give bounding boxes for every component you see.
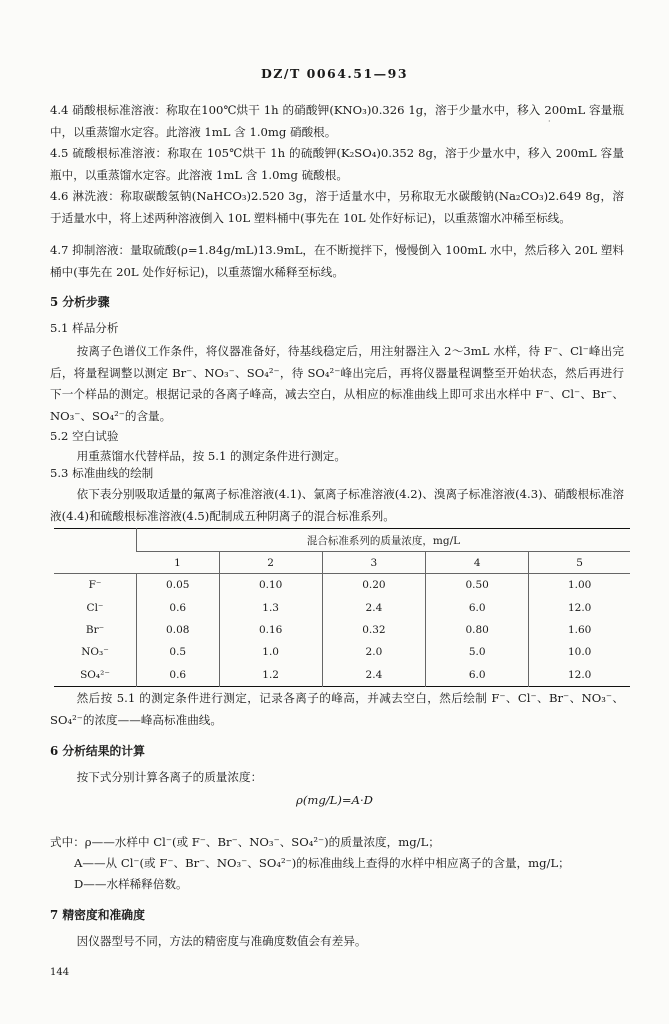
section-5-3-text: 依下表分别吸取适量的氟离子标准溶液(4.1)、氯离子标准溶液(4.2)、溴离子标准溶液(4.3)、硝酸根标准溶液(4.4)和硫酸根标准溶液(4.5)配制成五种阴离子的混合标准系列。 [50,487,624,523]
table-row [54,574,630,597]
table-cell: 12.0 [529,596,630,618]
legend-a: A——从 Cl⁻(或 F⁻、Br⁻、NO₃⁻、SO₄²⁻)的标准曲线上查得的水样中相应离子的含量，mg/L； [74,856,570,870]
table-cell: 0.6 [137,664,220,687]
page-number: 144 [50,967,70,978]
table-cell: 1.3 [219,596,322,618]
section-7-text: 因仪器型号不同，方法的精密度与准确度数值会有差异。 [76,934,367,948]
table-cell: 0.20 [322,574,425,597]
formula: ρ(mg/L)=A·D [296,793,373,807]
table-row [54,664,630,687]
table-cell: 10.0 [529,641,630,663]
legend-d: D——水样稀释倍数。 [74,877,188,891]
table-cell: 0.6 [137,596,220,618]
table-caption: 混合标准系列的质量浓度，mg/L [137,529,631,552]
table-cell: 12.0 [529,664,630,687]
table-cell: 2.4 [322,664,425,687]
column-header: 3 [322,552,425,574]
table-cell: 6.0 [426,596,529,618]
table-cell: 0.80 [426,619,529,641]
section-5-1-text: 按离子色谱仪工作条件，将仪器准备好，待基线稳定后，用注射器注入 2～3mL 水样，待 F⁻、Cl⁻峰出完后，将量程调整以测定 Br⁻、NO₃⁻、SO₄²⁻，待 SO₄²⁻峰出完后，再将仪器量程调整至开始状态，然后再进行下一个样品的测定。根据记录的各离子峰高，减去空白，从相应的标准曲线上即可求出水样中 F⁻、Cl⁻、Br⁻、NO₃⁻、SO₄²⁻的含量。 [50,344,624,423]
scan-speck: · [548,117,551,126]
table-cell: 0.16 [219,619,322,641]
after-table-text: 然后按 5.1 的测定条件进行测定，记录各离子的峰高，并减去空白，然后绘制 F⁻、Cl⁻、Br⁻、NO₃⁻、SO₄²⁻的浓度——峰高标准曲线。 [50,691,624,727]
table-cell: 6.0 [426,664,529,687]
section-5-1-title: 5.1 样品分析 [50,321,119,335]
ion-label: F⁻ [88,579,102,592]
table-row [54,619,630,641]
para-4-6: 4.6 淋洗液：称取碳酸氢钠(NaHCO₃)2.520 3g，溶于适量水中，另称取无水碳酸钠(Na₂CO₃)2.649 8g，溶于适量水中，将上述两种溶液倒入 10L 塑料桶中(事先在 10L 处作好标记)，以重蒸馏水冲稀至标线。 [50,189,624,225]
para-4-4: 4.4 硝酸根标准溶液：称取在100℃烘干 1h 的硝酸钾(KNO₃)0.326 1g，溶于少量水中，移入 200mL 容量瓶中，以重蒸馏水定容。此溶液 1mL 含 1.0mg 硝酸根。 [50,103,624,139]
section-5-title: 5 分析步骤 [50,295,110,309]
column-header: 1 [137,552,220,574]
section-7-title: 7 精密度和准确度 [50,908,145,922]
ion-label: NO₃⁻ [81,646,109,659]
table-cell: 0.10 [219,574,322,597]
mixed-standard-table [54,528,630,687]
table-cell: 1.60 [529,619,630,641]
table-cell: 1.0 [219,641,322,663]
ion-label: Cl⁻ [86,601,104,614]
section-5-3-title: 5.3 标准曲线的绘制 [50,466,154,480]
table-cell: 0.08 [137,619,220,641]
table-cell: 0.50 [426,574,529,597]
section-6-text: 按下式分别计算各离子的质量浓度： [76,770,263,784]
column-header: 5 [529,552,630,574]
legend-rho: 式中：ρ——水样中 Cl⁻(或 F⁻、Br⁻、NO₃⁻、SO₄²⁻)的质量浓度，mg/L； [50,835,440,849]
table-cell: 2.4 [322,596,425,618]
table-corner-cell [54,529,137,574]
table-cell: 0.05 [137,574,220,597]
table-cell: 0.5 [137,641,220,663]
section-6-title: 6 分析结果的计算 [50,744,145,758]
table-row [54,596,630,618]
column-header: 2 [219,552,322,574]
section-5-2-text: 用重蒸馏水代替样品，按 5.1 的测定条件进行测定。 [76,449,346,463]
table-cell: 1.2 [219,664,322,687]
table-row [54,641,630,663]
ion-label: SO₄²⁻ [80,668,110,681]
table-cell: 1.00 [529,574,630,597]
para-4-7: 4.7 抑制溶液：量取硫酸(ρ=1.84g/mL)13.9mL，在不断搅拌下，慢慢倒入 100mL 水中，然后移入 20L 塑料桶中(事先在 20L 处作好标记)，以重蒸馏水稀释至标线。 [50,243,624,279]
standard-header: DZ/T 0064.51—93 [260,66,409,81]
ion-label: Br⁻ [85,623,105,636]
para-4-5: 4.5 硫酸根标准溶液：称取在 105℃烘干 1h 的硫酸钾(K₂SO₄)0.352 8g，溶于少量水中，移入 200mL 容量瓶中，以重蒸馏水定容。此溶液 1mL 含 1.0mg 硫酸根。 [50,146,624,182]
section-5-2-title: 5.2 空白试验 [50,429,119,443]
table-cell: 5.0 [426,641,529,663]
column-header: 4 [426,552,529,574]
table-cell: 2.0 [322,641,425,663]
formula-legend [50,832,624,895]
table-cell: 0.32 [322,619,425,641]
